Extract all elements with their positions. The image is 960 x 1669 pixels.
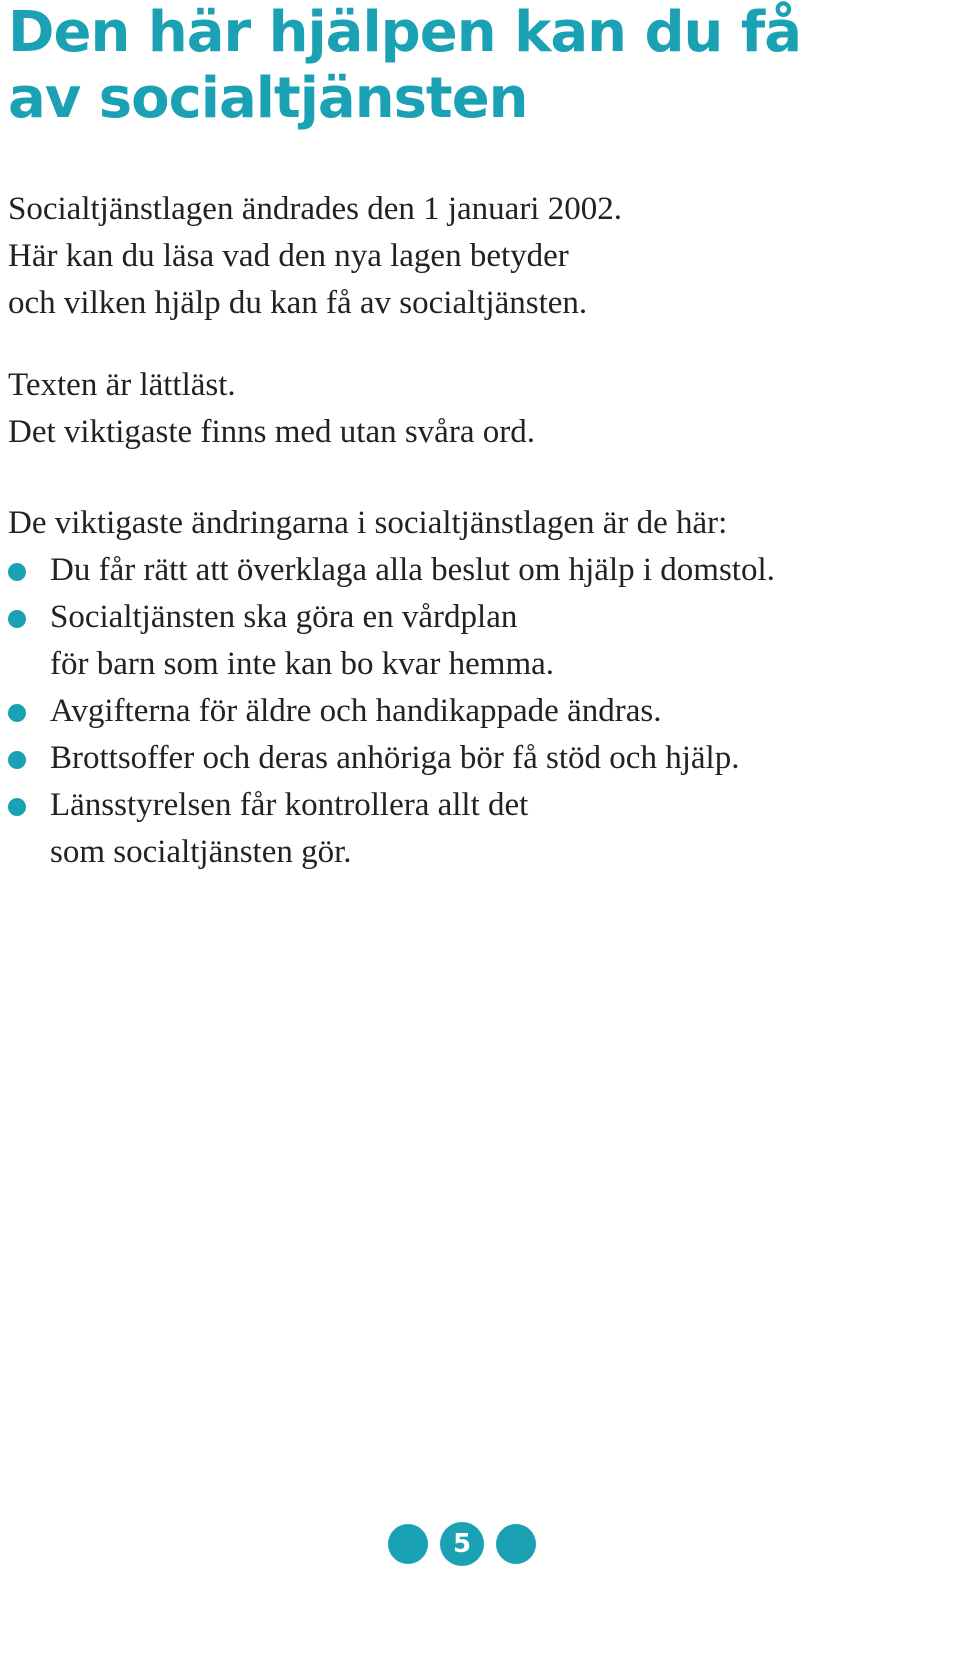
decorative-circle-icon bbox=[388, 1524, 428, 1564]
page-title bbox=[8, 0, 801, 132]
bullet-icon bbox=[8, 798, 26, 816]
list-item-line: Avgifterna för äldre och handikappade ändras. bbox=[50, 693, 662, 729]
bullet-icon bbox=[8, 704, 26, 722]
bullet-icon bbox=[8, 563, 26, 581]
page-number-footer bbox=[388, 1522, 538, 1566]
intro-paragraph bbox=[8, 186, 622, 327]
list-item bbox=[8, 735, 775, 782]
list-item-line: Du får rätt att överklaga alla beslut om hjälp i domstol. bbox=[50, 552, 775, 588]
changes-intro-line: De viktigaste ändringarna i socialtjänstlagen är de här: bbox=[8, 505, 728, 541]
intro-line-2: Här kan du läsa vad den nya lagen betyder bbox=[8, 238, 569, 274]
list-item-line: Brottsoffer och deras anhöriga bör få stöd och hjälp. bbox=[50, 740, 740, 776]
page-number: 5 bbox=[440, 1522, 484, 1566]
easy-read-paragraph bbox=[8, 362, 535, 456]
list-item-line: Socialtjänsten ska göra en vårdplan bbox=[50, 599, 518, 635]
bullet-icon bbox=[8, 610, 26, 628]
list-item bbox=[8, 688, 775, 735]
intro-line-3: och vilken hjälp du kan få av socialtjänsten. bbox=[8, 285, 588, 321]
easy-read-line-2: Det viktigaste finns med utan svåra ord. bbox=[8, 414, 535, 450]
list-item bbox=[8, 594, 775, 688]
list-item bbox=[8, 547, 775, 594]
decorative-circle-icon bbox=[496, 1524, 536, 1564]
page-title-line-1: Den här hjälpen kan du få bbox=[8, 0, 802, 65]
list-item-line: för barn som inte kan bo kvar hemma. bbox=[50, 646, 555, 682]
list-item-line: som socialtjänsten gör. bbox=[50, 834, 352, 870]
list-item-line: Länsstyrelsen får kontrollera allt det bbox=[50, 787, 529, 823]
list-item bbox=[8, 782, 775, 876]
changes-list bbox=[8, 547, 775, 876]
bullet-icon bbox=[8, 751, 26, 769]
changes-intro bbox=[8, 500, 727, 547]
easy-read-line-1: Texten är lättläst. bbox=[8, 367, 236, 403]
page-title-line-2: av socialtjänsten bbox=[8, 66, 528, 131]
intro-line-1: Socialtjänstlagen ändrades den 1 januari 2002. bbox=[8, 191, 622, 227]
